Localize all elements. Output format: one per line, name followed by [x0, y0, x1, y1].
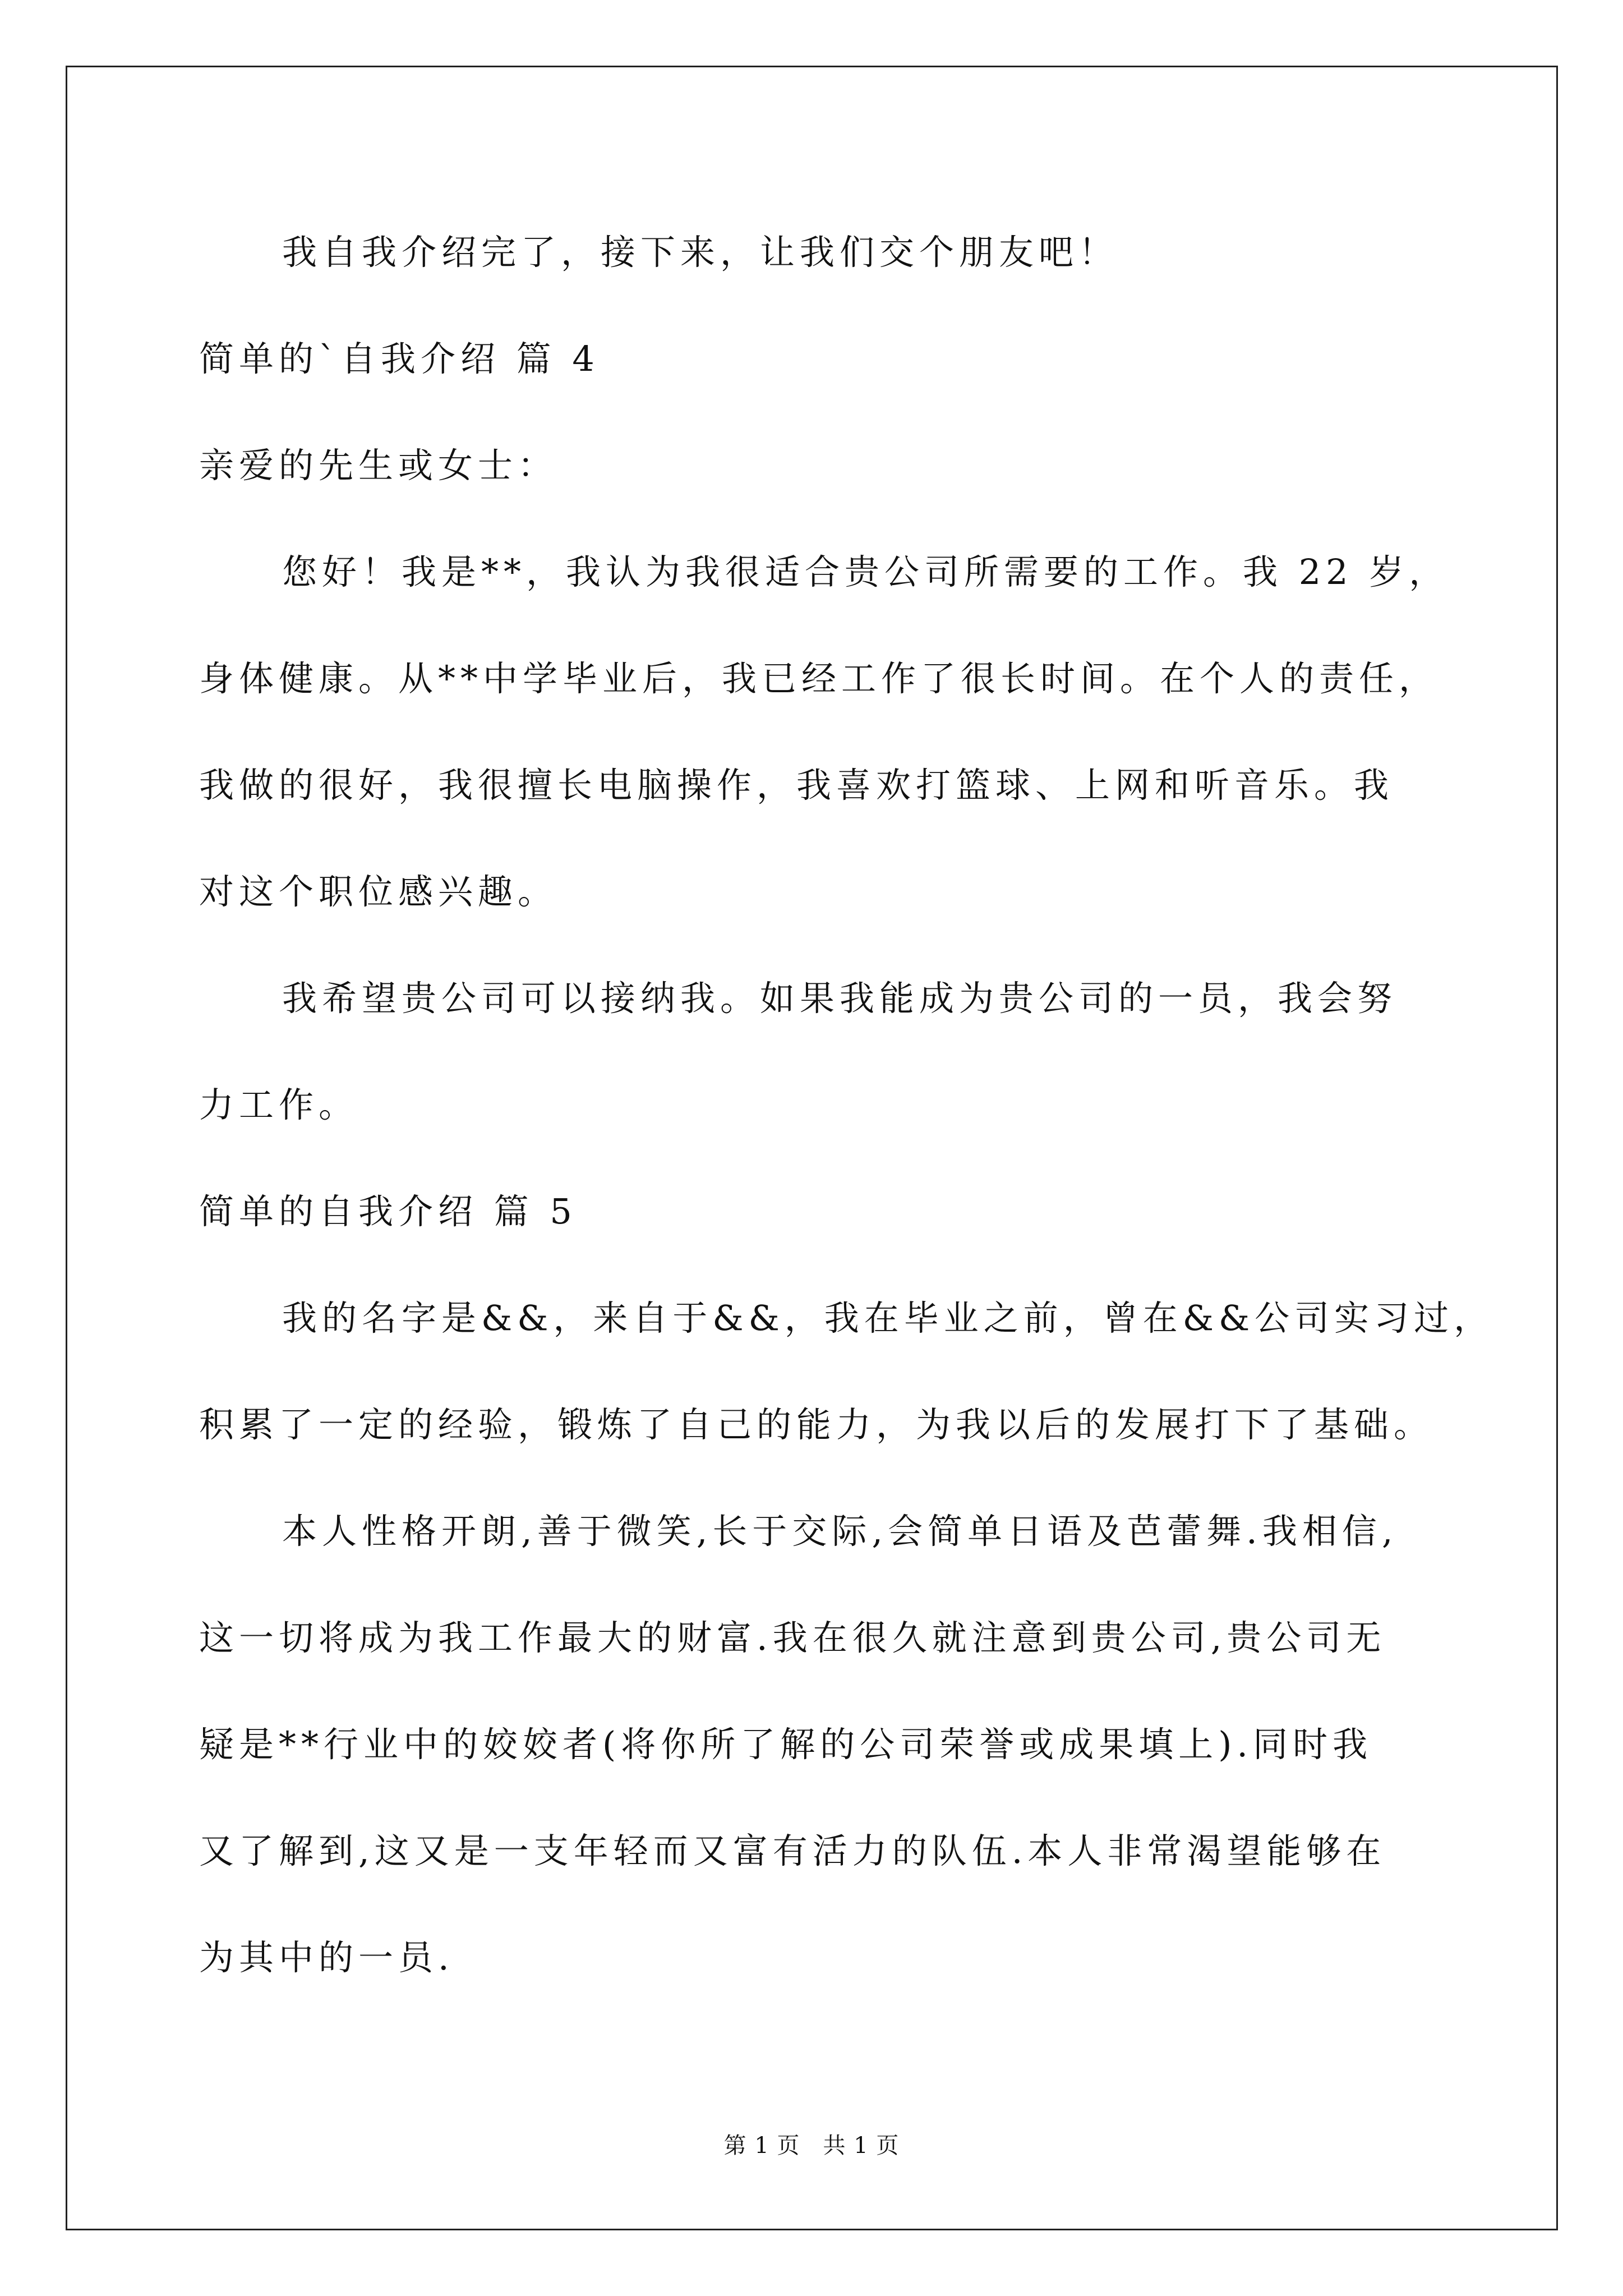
paragraph-line: 力工作。 [199, 1084, 359, 1125]
section-heading: 简单的`自我介绍 篇 4 [199, 338, 600, 379]
paragraph-line: 本人性格开朗,善于微笑,长于交际,会简单日语及芭蕾舞.我相信, [282, 1511, 1398, 1552]
paragraph-line: 我自我介绍完了，接下来，让我们交个朋友吧！ [282, 232, 1119, 273]
paragraph-line: 疑是**行业中的姣姣者(将你所了解的公司荣誉或成果填上).同时我 [199, 1724, 1373, 1765]
paragraph-line: 我的名字是&&，来自于&&，我在毕业之前，曾在&&公司实习过， [282, 1297, 1494, 1338]
section-heading: 简单的自我介绍 篇 5 [199, 1191, 577, 1232]
paragraph-line: 对这个职位感兴趣。 [199, 871, 558, 912]
page-border [66, 66, 1558, 2230]
paragraph-line: 这一切将成为我工作最大的财富.我在很久就注意到贵公司,贵公司无 [199, 1617, 1386, 1658]
paragraph-line: 我希望贵公司可以接纳我。如果我能成为贵公司的一员，我会努 [282, 978, 1398, 1019]
salutation: 亲爱的先生或女士： [199, 445, 558, 486]
paragraph-line: 我做的很好，我很擅长电脑操作，我喜欢打篮球、上网和听音乐。我 [199, 765, 1394, 806]
paragraph-line: 为其中的一员. [199, 1937, 454, 1978]
paragraph-line: 积累了一定的经验，锻炼了自己的能力，为我以后的发展打下了基础。 [199, 1404, 1434, 1445]
paragraph-line: 又了解到,这又是一支年轻而又富有活力的队伍.本人非常渴望能够在 [199, 1830, 1386, 1871]
page-number: 第 1 页 共 1 页 [723, 2133, 900, 2159]
paragraph-line: 您好！我是**，我认为我很适合贵公司所需要的工作。我 22 岁， [282, 551, 1449, 592]
paragraph-line: 身体健康。从**中学毕业后，我已经工作了很长时间。在个人的责任， [199, 658, 1439, 699]
